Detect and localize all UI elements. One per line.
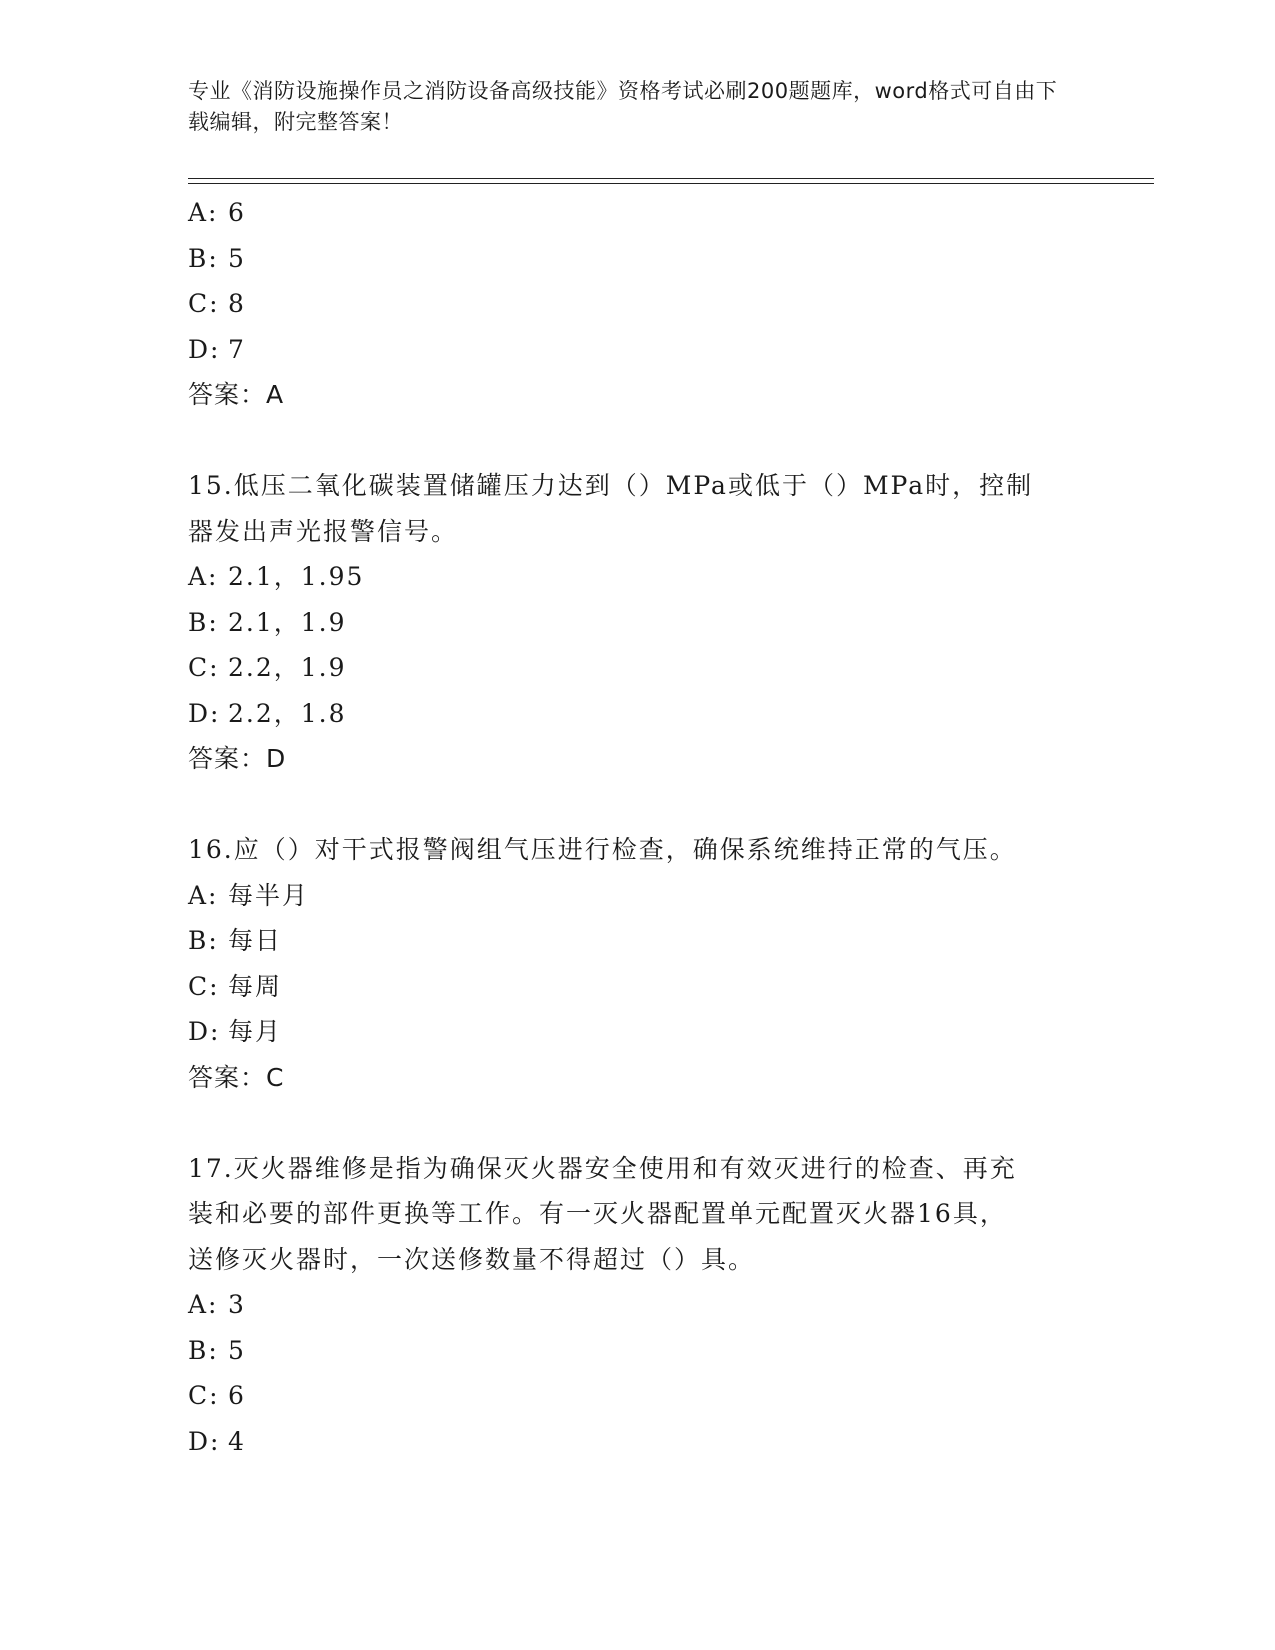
option-c xyxy=(188,964,1088,1010)
spacer xyxy=(188,418,1088,464)
option-text: 3 xyxy=(228,1290,246,1319)
option-text: 2.1，1.9 xyxy=(228,607,347,637)
option-text: 每月 xyxy=(228,1017,283,1046)
question-15 xyxy=(188,463,1088,782)
option-b xyxy=(188,600,1088,646)
answer-line: 答案：C xyxy=(188,1062,285,1092)
option-text: 每周 xyxy=(228,971,283,1001)
question-text: 17.灭火器维修是指为确保灭火器安全使用和有效灭进行的检查、再充 xyxy=(188,1153,1017,1183)
question-text-continued: 送修灭火器时，一次送修数量不得超过（）具。 xyxy=(188,1244,756,1274)
option-text: 每半月 xyxy=(228,880,310,910)
option-c xyxy=(188,281,1088,327)
option-letter: C: xyxy=(188,289,220,318)
option-a xyxy=(188,1282,1088,1328)
option-letter: C: xyxy=(188,653,220,682)
answer-line: 答案：D xyxy=(188,744,287,773)
question-text: 15.低压二氧化碳装置储罐压力达到（）MPa或低于（）MPa时，控制 xyxy=(188,471,1034,500)
option-c xyxy=(188,1373,1088,1419)
option-letter: A: xyxy=(188,198,219,227)
option-letter: A: xyxy=(188,880,219,910)
question-14 xyxy=(188,190,1088,418)
option-text: 每日 xyxy=(228,926,283,955)
option-letter: B: xyxy=(188,607,219,637)
option-d xyxy=(188,691,1088,737)
spacer xyxy=(188,782,1088,828)
question-16 xyxy=(188,827,1088,1100)
option-a xyxy=(188,554,1088,600)
option-b xyxy=(188,236,1088,282)
option-letter: D: xyxy=(188,1426,221,1456)
option-text: 2.1，1.95 xyxy=(228,562,365,591)
answer-line: 答案：A xyxy=(188,380,285,409)
spacer xyxy=(188,1100,1088,1146)
question-17 xyxy=(188,1146,1088,1465)
option-letter: C: xyxy=(188,971,220,1001)
option-d xyxy=(188,1419,1088,1465)
option-letter: D: xyxy=(188,1017,221,1046)
option-letter: B: xyxy=(188,243,219,273)
option-b xyxy=(188,1328,1088,1374)
option-letter: B: xyxy=(188,926,219,955)
question-text-continued: 器发出声光报警信号。 xyxy=(188,516,459,546)
option-text: 2.2，1.9 xyxy=(228,653,347,682)
question-content xyxy=(188,190,1088,1464)
option-text: 6 xyxy=(228,198,246,227)
option-letter: D: xyxy=(188,334,221,364)
document-header xyxy=(188,76,1068,138)
option-text: 4 xyxy=(228,1426,246,1456)
header-divider-top xyxy=(188,178,1154,179)
option-d xyxy=(188,327,1088,373)
option-text: 5 xyxy=(228,1335,246,1365)
option-text: 6 xyxy=(228,1381,246,1410)
option-letter: A: xyxy=(188,1290,219,1319)
option-text: 7 xyxy=(228,334,246,364)
option-text: 8 xyxy=(228,289,246,318)
option-letter: D: xyxy=(188,698,221,728)
option-letter: B: xyxy=(188,1335,219,1365)
option-b xyxy=(188,918,1088,964)
option-a xyxy=(188,190,1088,236)
question-text: 16.应（）对干式报警阀组气压进行检查，确保系统维持正常的气压。 xyxy=(188,835,1017,864)
option-d xyxy=(188,1009,1088,1055)
option-text: 5 xyxy=(228,243,246,273)
option-text: 2.2，1.8 xyxy=(228,698,347,728)
option-a xyxy=(188,873,1088,919)
header-title: 专业《消防设施操作员之消防设备高级技能》资格考试必刷200题题库，word格式可自由下载编辑，附完整答案！ xyxy=(188,79,1058,134)
header-divider-bottom xyxy=(188,183,1154,184)
option-letter: A: xyxy=(188,562,219,591)
question-text-continued: 装和必要的部件更换等工作。有一灭火器配置单元配置灭火器16具， xyxy=(188,1199,1007,1228)
option-c xyxy=(188,645,1088,691)
option-letter: C: xyxy=(188,1381,220,1410)
